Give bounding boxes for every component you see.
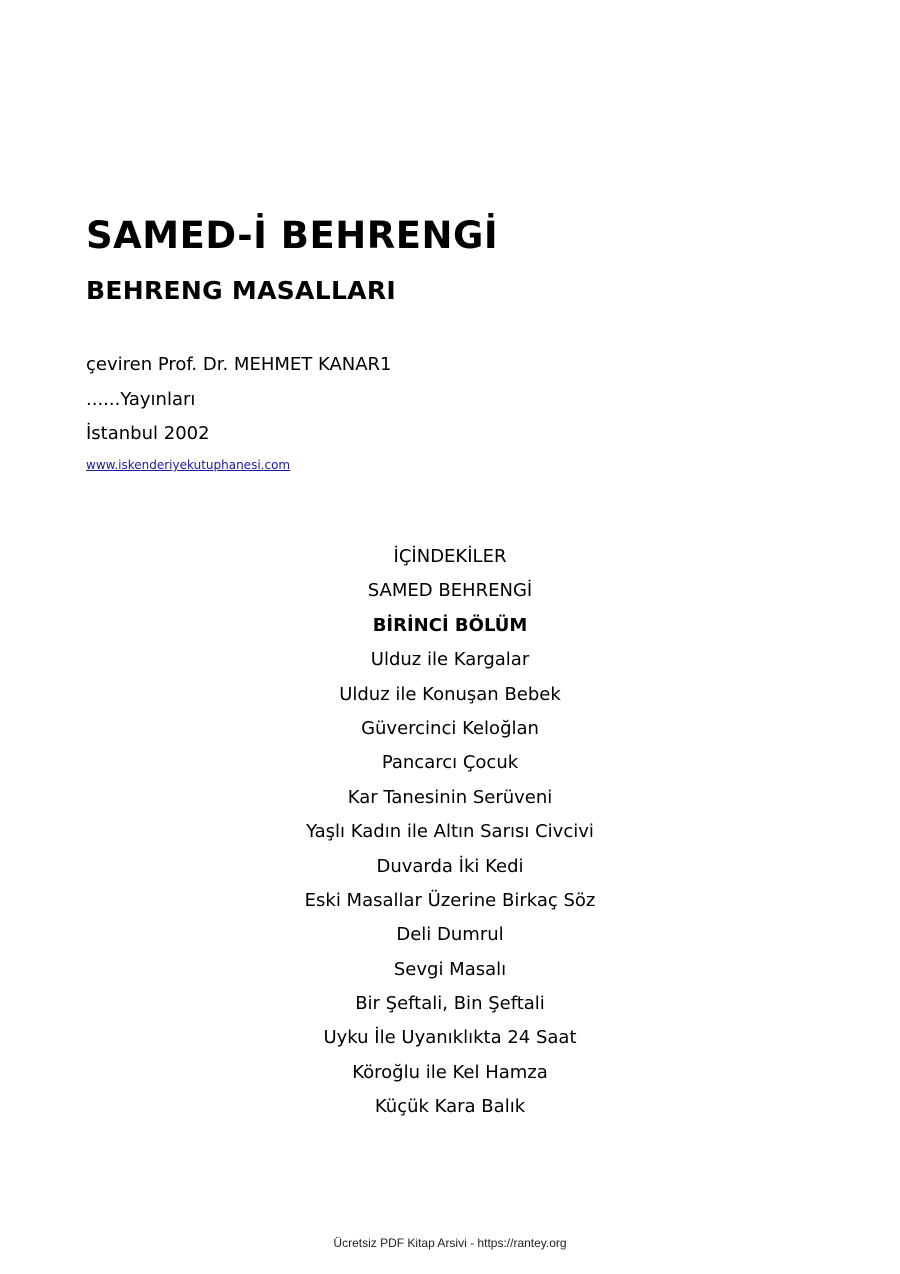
- toc-item: Küçük Kara Balık: [374, 1096, 526, 1118]
- toc-item: Ulduz ile Konuşan Bebek: [339, 683, 561, 705]
- table-of-contents: [0, 544, 900, 1129]
- toc-item: Uyku İle Uyanıklıkta 24 Saat: [323, 1027, 577, 1049]
- publisher-line: ......Yayınları: [86, 389, 196, 410]
- toc-item: Köroğlu ile Kel Hamza: [352, 1061, 548, 1083]
- toc-item: Kar Tanesinin Serüveni: [347, 786, 553, 808]
- toc-item: Bir Şeftali, Bin Şeftali: [355, 993, 545, 1015]
- toc-item: Eski Masallar Üzerine Birkaç Söz: [304, 889, 596, 911]
- page-footer: Ücretsiz PDF Kitap Arsivi - https://rantey.org: [333, 1236, 567, 1250]
- toc-item: Güvercinci Keloğlan: [361, 717, 539, 739]
- website-link[interactable]: www.iskenderiyekutuphanesi.com: [86, 458, 291, 472]
- place-year-line: İstanbul 2002: [86, 423, 210, 444]
- toc-item: Duvarda İki Kedi: [376, 855, 524, 877]
- toc-item: Pancarcı Çocuk: [381, 752, 519, 774]
- toc-item: SAMED BEHRENGİ: [367, 580, 533, 602]
- book-title: BEHRENG MASALLARI: [86, 276, 396, 305]
- toc-item: Yaşlı Kadın ile Altın Sarısı Civcivi: [306, 821, 594, 843]
- author-heading: SAMED-İ BEHRENGİ: [86, 214, 499, 257]
- toc-item: Deli Dumrul: [396, 924, 504, 946]
- toc-section-heading: BİRİNCİ BÖLÜM: [372, 614, 528, 636]
- toc-item: Sevgi Masalı: [393, 958, 507, 980]
- toc-item: Ulduz ile Kargalar: [370, 649, 530, 671]
- translator-line: çeviren Prof. Dr. MEHMET KANAR1: [86, 354, 392, 375]
- toc-heading: İÇİNDEKİLER: [393, 546, 507, 567]
